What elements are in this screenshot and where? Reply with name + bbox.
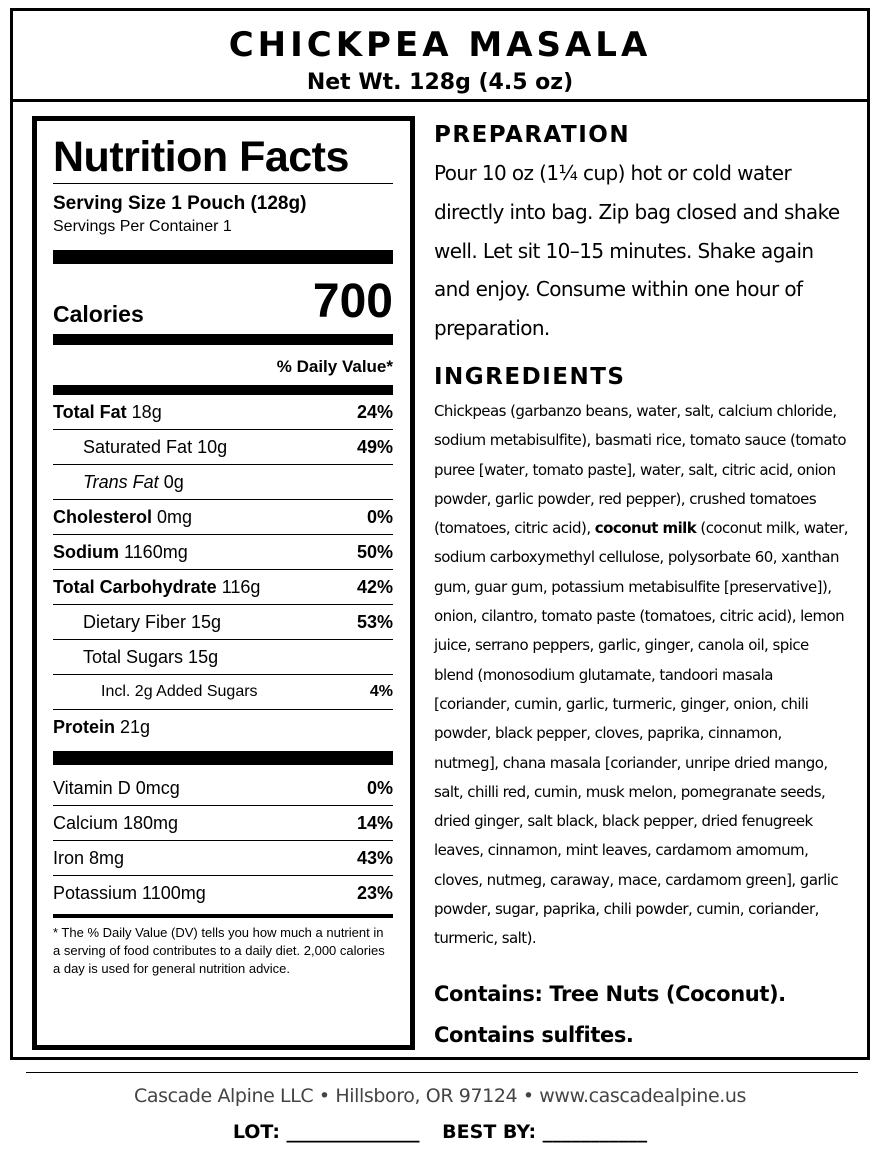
nutrient-row-dietary-fiber xyxy=(53,605,393,640)
divider xyxy=(53,183,393,184)
nutrient-amount: 116g xyxy=(216,576,261,597)
divider-thick xyxy=(53,385,393,395)
calories-label: Calories xyxy=(53,301,144,327)
preparation-heading: PREPARATION xyxy=(434,122,631,148)
net-weight: Net Wt. 128g (4.5 oz) xyxy=(306,70,574,95)
nutrient-row-calcium xyxy=(53,806,393,841)
lot-code: LOT: ______________ xyxy=(232,1121,420,1143)
nutrient-name: Dietary Fiber 15g xyxy=(83,611,222,632)
nutrient-row-iron xyxy=(53,841,393,876)
nutrient-percent: 49% xyxy=(356,436,393,457)
product-title: CHICKPEA MASALA xyxy=(228,25,652,65)
ingredients-text xyxy=(434,397,848,954)
nutrient-name: Trans Fat xyxy=(83,471,159,492)
divider-thick xyxy=(53,751,393,765)
divider-thick xyxy=(53,334,393,345)
nutrient-amount: 0mg xyxy=(152,506,193,527)
servings-per-container: Servings Per Container 1 xyxy=(53,218,232,235)
allergen-tree-nuts: Contains: Tree Nuts (Coconut). xyxy=(434,981,786,1006)
nutrient-name: Total Carbohydrate xyxy=(53,576,217,597)
serving-size: Serving Size 1 Pouch (128g) xyxy=(53,193,307,214)
ingredients-allergen: coconut milk xyxy=(594,519,697,538)
nutrition-facts-panel xyxy=(32,116,415,1050)
daily-value-header: % Daily Value* xyxy=(276,357,393,376)
nutrient-percent: 24% xyxy=(356,401,393,422)
nutrient-percent: 42% xyxy=(356,576,393,597)
nutrient-percent: 53% xyxy=(356,611,393,632)
nutrient-amount: 1160mg xyxy=(119,541,188,562)
nutrient-name: Iron 8mg xyxy=(53,847,125,868)
calories-row xyxy=(53,264,393,334)
label-header xyxy=(13,11,867,102)
nutrient-row-saturated-fat xyxy=(53,430,393,465)
nutrient-row-sodium xyxy=(53,535,393,570)
nutrient-name: Cholesterol xyxy=(53,506,153,527)
nutrient-row-vitamin-d xyxy=(53,771,393,806)
nutrient-name: Sodium xyxy=(53,541,119,562)
nutrient-percent: 0% xyxy=(366,506,393,527)
footer-divider xyxy=(26,1072,858,1073)
nutrient-row-added-sugars xyxy=(53,675,393,710)
nutrition-facts-title: Nutrition Facts xyxy=(53,133,349,181)
nutrient-name: Total Fat xyxy=(53,401,127,422)
nutrient-name: Saturated Fat 10g xyxy=(83,436,228,457)
nutrient-percent: 4% xyxy=(369,683,393,700)
daily-value-footnote: * The % Daily Value (DV) tells you how much a nutrient in a serving of food contributes to a daily diet. 2,000 calories a day is used for general nutrition advice. xyxy=(53,925,385,976)
nutrient-row-total-sugars xyxy=(53,640,393,675)
preparation-text: Pour 10 oz (1¼ cup) hot or cold water directly into bag. Zip bag closed and shake well. Let sit 10–15 minutes. Shake again and enjoy. Consume within one hour of preparation. xyxy=(434,161,840,341)
company-info: Cascade Alpine LLC • Hillsboro, OR 97124 • www.cascadealpine.us xyxy=(133,1085,747,1107)
calories-value: 700 xyxy=(312,275,393,328)
nutrient-percent: 23% xyxy=(356,883,393,903)
nutrient-amount: 21g xyxy=(115,717,151,737)
ingredients-heading: INGREDIENTS xyxy=(434,363,626,390)
nutrient-name: Calcium 180mg xyxy=(53,812,179,833)
ingredients-part: (coconut milk, water, sodium carboxymethyl cellulose, polysorbate 60, xanthan gum, guar gum, potassium metabisulfite [preservative]), onion, cilantro, tomato paste (tomatoes, citric acid), lemon juice, serrano peppers, garlic, ginger, canola oil, spice blend (monosodium glutamate, tandoori masala [coriander, cumin, garlic, turmeric, ginger, onion, chili powder, black pepper, cloves, paprika, cinnamon, nutmeg], chana masala [coriander, unripe dried mango, salt, chilli red, cumin, musk melon, pomegranate seeds, dried ginger, salt black, black pepper, dried fenugreek leaves, cinnamon, mint leaves, cardamom amomum, cloves, nutmeg, caraway, mace, cardamom green], garlic powder, sugar, paprika, chili powder, cumin, coriander, turmeric, salt). xyxy=(434,519,848,948)
nutrient-row-potassium xyxy=(53,876,393,911)
nutrient-name: Incl. 2g Added Sugars xyxy=(101,683,258,700)
nutrient-amount: 18g xyxy=(126,401,162,422)
allergen-statement xyxy=(434,974,848,1056)
nutrient-amount: 0g xyxy=(158,471,184,492)
nutrient-name: Total Sugars 15g xyxy=(83,646,219,667)
nutrient-percent: 14% xyxy=(356,812,393,833)
nutrient-row-cholesterol xyxy=(53,500,393,535)
codes-line xyxy=(0,1118,880,1146)
nutrient-name: Potassium 1100mg xyxy=(53,883,206,903)
nutrient-percent: 43% xyxy=(356,847,393,868)
nutrient-row-trans-fat xyxy=(53,465,393,500)
nutrient-row-total-carbohydrate xyxy=(53,570,393,605)
nutrient-percent: 0% xyxy=(366,777,393,798)
info-column xyxy=(434,118,848,1056)
nutrient-name: Protein xyxy=(53,717,116,737)
divider-thick xyxy=(53,250,393,264)
allergen-sulfites: Contains sulfites. xyxy=(434,1022,634,1047)
best-by-date: BEST BY: ___________ xyxy=(442,1121,648,1143)
nutrient-row-total-fat xyxy=(53,395,393,430)
ingredients-part: Chickpeas (garbanzo beans, water, salt, calcium chloride, sodium metabisulfite), basmati rice, tomato sauce (tomato puree [water, tomato paste], water, salt, citric acid, onion powder, garlic powder, red pepper), crushed tomatoes (tomatoes, citric acid), xyxy=(434,401,846,538)
nutrient-name: Vitamin D 0mcg xyxy=(53,777,180,798)
nutrient-percent: 50% xyxy=(356,541,393,562)
nutrient-row-protein xyxy=(53,710,393,745)
